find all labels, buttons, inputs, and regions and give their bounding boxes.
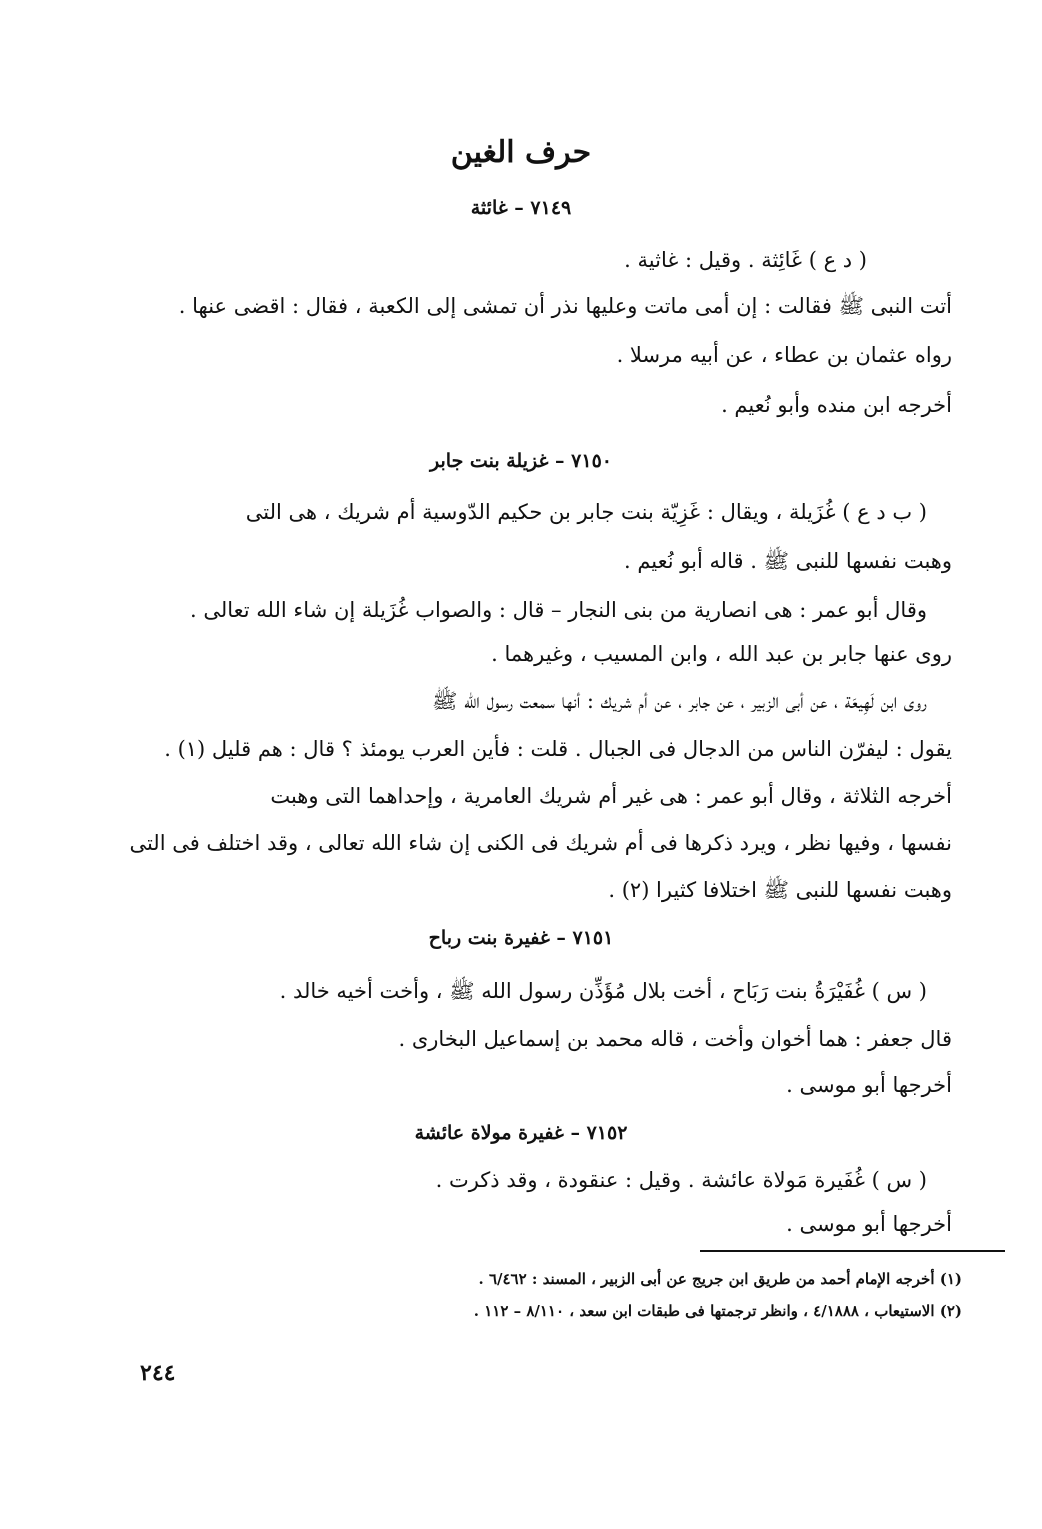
entry-line: روى ابن لَهِيعَة ، عن أبى الزبير ، عن جابر ، عن أم شريك : أنها سمعت رسول الله ﷺ xyxy=(432,689,927,713)
entry-line: أتت النبى ﷺ فقالت : إن أمى ماتت وعليها نذر أن تمشى إلى الكعبة ، فقال : اقضى عنها . xyxy=(178,294,952,318)
entry-line: ( س ) غُفَيرة مَولاة عائشة . وقيل : عنقودة ، وقد ذكرت . xyxy=(435,1168,927,1192)
entry-line: ( د ع ) غَائِثة . وقيل : غاثية . xyxy=(624,248,867,272)
entry-line: ( ب د ع ) غُزَيلة ، ويقال : غَزِيّة بنت جابر بن حكيم الدّوسية أم شريك ، هى التى xyxy=(245,500,927,524)
entry-line: قال جعفر : هما أخوان وأخت ، قاله محمد بن إسماعيل البخارى . xyxy=(398,1027,952,1051)
entry-line: رواه عثمان بن عطاء ، عن أبيه مرسلا . xyxy=(616,343,952,367)
entry-line: أخرجه الثلاثة ، وقال أبو عمر : هى غير أم شريك العامرية ، وإحداهما التى وهبت xyxy=(270,784,952,808)
entry-line: روى عنها جابر بن عبد الله ، وابن المسيب ، وغيرهما . xyxy=(491,642,952,666)
entry-line: أخرجها أبو موسى . xyxy=(786,1212,952,1236)
entry-heading: ٧١٤٩ – غائثة xyxy=(470,197,572,219)
entry-heading: ٧١٥٢ – غفيرة مولاة عائشة xyxy=(414,1122,628,1144)
entry-line: أخرجها أبو موسى . xyxy=(786,1073,952,1097)
footnote: (٢) الاستيعاب ، ٤/١٨٨٨ ، وانظر ترجمتها فى طبقات ابن سعد ، ٨/١١٠ – ١١٢ . xyxy=(473,1302,962,1320)
entry-line: أخرجه ابن منده وأبو نُعيم . xyxy=(721,393,952,417)
entry-line: ( س ) غُفَيْرَةُ بنت رَبَاح ، أخت بلال مُؤَذِّن رسول الله ﷺ ، وأخت أخيه خالد . xyxy=(279,979,927,1003)
entry-line: نفسها ، وفيها نظر ، ويرد ذكرها فى أم شريك فى الكنى إن شاء الله تعالى ، وقد اختلف فى التى xyxy=(129,831,952,855)
entry-line: وقال أبو عمر : هى انصارية من بنى النجار – قال : والصواب غُزَيلة إن شاء الله تعالى . xyxy=(190,598,927,622)
entry-line: وهبت نفسها للنبى ﷺ . قاله أبو نُعيم . xyxy=(623,549,952,573)
entry-heading: ٧١٥١ – غفيرة بنت رباح xyxy=(428,927,614,949)
page-number: ٢٤٤ xyxy=(140,1360,176,1386)
entry-line: وهبت نفسها للنبى ﷺ اختلافا كثيرا (٢) . xyxy=(608,878,952,902)
footnote-divider xyxy=(700,1250,1005,1252)
entry-line: يقول : ليفرّن الناس من الدجال فى الجبال . قلت : فأين العرب يومئذ ؟ قال : هم قليل (١) . xyxy=(164,737,952,761)
footnote: (١) أخرجه الإمام أحمد من طريق ابن جريج عن أبى الزبير ، المسند : ٦/٤٦٢ . xyxy=(478,1270,962,1288)
chapter-title: حرف الغين xyxy=(450,135,592,170)
entry-heading: ٧١٥٠ – غزيلة بنت جابر xyxy=(430,450,612,472)
